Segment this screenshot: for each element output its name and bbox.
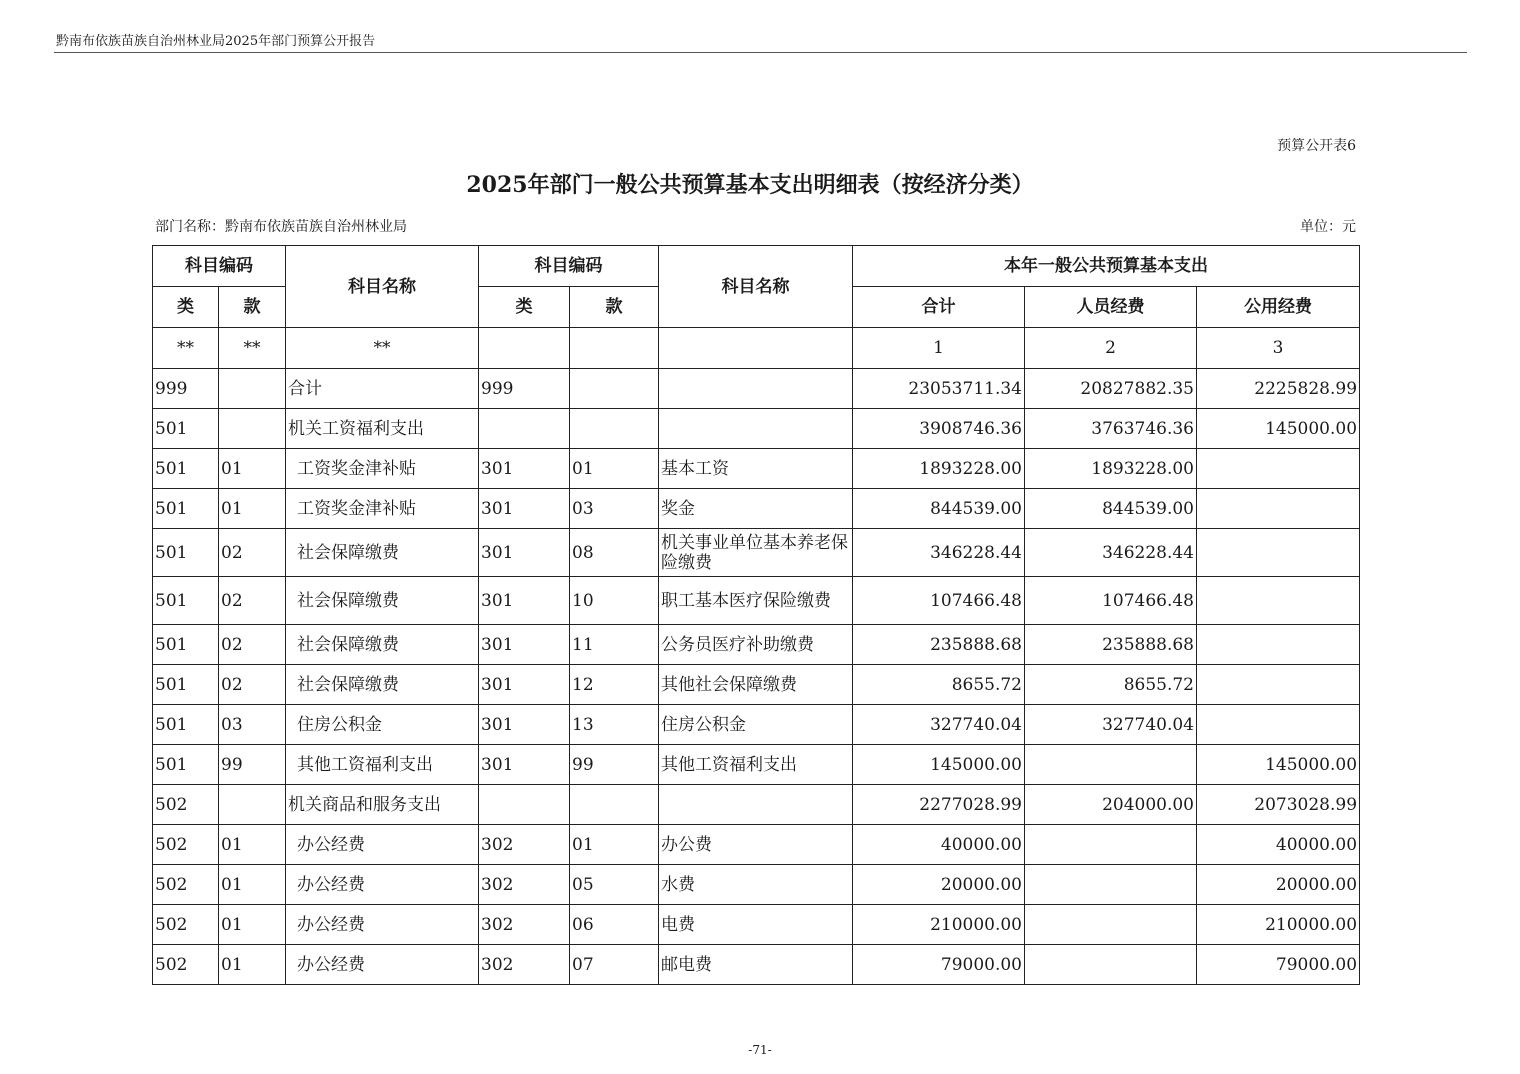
cell-public — [1197, 449, 1360, 489]
cell-lei-1: 501 — [153, 705, 219, 745]
cell-kuan-1: 99 — [219, 745, 286, 785]
index-cell: ** — [219, 328, 286, 369]
cell-lei-1: 502 — [153, 785, 219, 825]
cell-subject-name-1: 工资奖金津补贴 — [286, 489, 479, 529]
cell-kuan-2: 12 — [570, 665, 659, 705]
cell-lei-1: 501 — [153, 625, 219, 665]
cell-total: 235888.68 — [853, 625, 1025, 665]
index-cell: ** — [286, 328, 479, 369]
table-row — [153, 529, 1360, 577]
index-cell — [570, 328, 659, 369]
cell-total: 210000.00 — [853, 905, 1025, 945]
cell-lei-2 — [479, 409, 570, 449]
cell-total: 844539.00 — [853, 489, 1025, 529]
table-number: 预算公开表6 — [1277, 138, 1356, 154]
header-lei-2: 类 — [479, 287, 570, 328]
cell-lei-1: 501 — [153, 409, 219, 449]
cell-kuan-2: 07 — [570, 945, 659, 985]
cell-kuan-1: 01 — [219, 905, 286, 945]
header-kuan-2: 款 — [570, 287, 659, 328]
cell-personnel — [1025, 945, 1197, 985]
page-title: 2025年部门一般公共预算基本支出明细表（按经济分类） — [466, 172, 1034, 198]
cell-total: 1893228.00 — [853, 449, 1025, 489]
header-row-1 — [153, 246, 1360, 287]
cell-subject-name-1: 社会保障缴费 — [286, 529, 479, 577]
cell-personnel: 844539.00 — [1025, 489, 1197, 529]
cell-kuan-1: 01 — [219, 825, 286, 865]
cell-kuan-2: 99 — [570, 745, 659, 785]
cell-lei-1: 502 — [153, 865, 219, 905]
header-lei-1: 类 — [153, 287, 219, 328]
cell-personnel: 327740.04 — [1025, 705, 1197, 745]
cell-kuan-2 — [570, 409, 659, 449]
cell-total: 145000.00 — [853, 745, 1025, 785]
cell-public: 20000.00 — [1197, 865, 1360, 905]
table-row — [153, 625, 1360, 665]
cell-subject-name-1: 社会保障缴费 — [286, 625, 479, 665]
table-row — [153, 745, 1360, 785]
cell-kuan-1: 02 — [219, 577, 286, 625]
cell-public — [1197, 625, 1360, 665]
cell-public: 2225828.99 — [1197, 369, 1360, 409]
table-row — [153, 785, 1360, 825]
cell-personnel: 1893228.00 — [1025, 449, 1197, 489]
index-cell: ** — [153, 328, 219, 369]
cell-subject-name-2: 职工基本医疗保险缴费 — [659, 577, 853, 625]
cell-lei-2: 302 — [479, 865, 570, 905]
cell-personnel — [1025, 745, 1197, 785]
cell-lei-2: 301 — [479, 665, 570, 705]
cell-lei-1: 501 — [153, 449, 219, 489]
table-row — [153, 865, 1360, 905]
cell-public: 2073028.99 — [1197, 785, 1360, 825]
cell-subject-name-2: 办公费 — [659, 825, 853, 865]
cell-personnel: 235888.68 — [1025, 625, 1197, 665]
cell-personnel — [1025, 865, 1197, 905]
cell-subject-name-1: 办公经费 — [286, 825, 479, 865]
cell-kuan-1: 01 — [219, 489, 286, 529]
cell-personnel: 20827882.35 — [1025, 369, 1197, 409]
running-header: 黔南布依族苗族自治州林业局2025年部门预算公开报告 — [56, 34, 376, 49]
cell-subject-name-2: 公务员医疗补助缴费 — [659, 625, 853, 665]
cell-kuan-1: 02 — [219, 665, 286, 705]
cell-personnel: 107466.48 — [1025, 577, 1197, 625]
cell-subject-name-1: 办公经费 — [286, 865, 479, 905]
cell-kuan-1: 02 — [219, 625, 286, 665]
cell-kuan-2: 10 — [570, 577, 659, 625]
table-row — [153, 369, 1360, 409]
cell-lei-2: 301 — [479, 449, 570, 489]
header-subject-name-2: 科目名称 — [659, 246, 853, 328]
cell-lei-2: 301 — [479, 625, 570, 665]
cell-kuan-2: 11 — [570, 625, 659, 665]
cell-subject-name-2: 住房公积金 — [659, 705, 853, 745]
cell-subject-name-2: 电费 — [659, 905, 853, 945]
cell-lei-1: 501 — [153, 529, 219, 577]
cell-subject-name-1: 住房公积金 — [286, 705, 479, 745]
cell-subject-name-1: 社会保障缴费 — [286, 577, 479, 625]
cell-lei-2: 301 — [479, 529, 570, 577]
cell-kuan-2: 05 — [570, 865, 659, 905]
table-row — [153, 577, 1360, 625]
cell-total: 79000.00 — [853, 945, 1025, 985]
cell-total: 23053711.34 — [853, 369, 1025, 409]
table-row — [153, 409, 1360, 449]
cell-lei-1: 501 — [153, 745, 219, 785]
cell-lei-2: 301 — [479, 577, 570, 625]
cell-personnel: 204000.00 — [1025, 785, 1197, 825]
cell-public — [1197, 489, 1360, 529]
cell-lei-2: 302 — [479, 905, 570, 945]
index-row — [153, 328, 1360, 369]
cell-personnel — [1025, 905, 1197, 945]
budget-table — [152, 245, 1360, 985]
cell-lei-2: 999 — [479, 369, 570, 409]
cell-lei-1: 501 — [153, 489, 219, 529]
table-row — [153, 705, 1360, 745]
header-subject-name-1: 科目名称 — [286, 246, 479, 328]
cell-subject-name-2 — [659, 785, 853, 825]
table-row — [153, 825, 1360, 865]
cell-lei-2: 301 — [479, 745, 570, 785]
cell-lei-1: 999 — [153, 369, 219, 409]
header-public: 公用经费 — [1197, 287, 1360, 328]
cell-kuan-2 — [570, 369, 659, 409]
cell-kuan-2: 06 — [570, 905, 659, 945]
cell-subject-name-2: 邮电费 — [659, 945, 853, 985]
cell-subject-name-1: 其他工资福利支出 — [286, 745, 479, 785]
cell-personnel: 346228.44 — [1025, 529, 1197, 577]
cell-public: 145000.00 — [1197, 409, 1360, 449]
cell-public: 79000.00 — [1197, 945, 1360, 985]
cell-kuan-1: 03 — [219, 705, 286, 745]
cell-kuan-2: 01 — [570, 825, 659, 865]
cell-total: 107466.48 — [853, 577, 1025, 625]
cell-public: 145000.00 — [1197, 745, 1360, 785]
cell-subject-name-1: 社会保障缴费 — [286, 665, 479, 705]
header-basic-expenditure: 本年一般公共预算基本支出 — [853, 246, 1360, 287]
cell-subject-name-2: 奖金 — [659, 489, 853, 529]
cell-total: 40000.00 — [853, 825, 1025, 865]
cell-public: 40000.00 — [1197, 825, 1360, 865]
cell-lei-2: 302 — [479, 825, 570, 865]
cell-personnel: 3763746.36 — [1025, 409, 1197, 449]
page-number: -71- — [748, 1043, 772, 1057]
cell-lei-1: 502 — [153, 945, 219, 985]
cell-public — [1197, 705, 1360, 745]
header-kuan-1: 款 — [219, 287, 286, 328]
header-subject-code-1: 科目编码 — [153, 246, 286, 287]
cell-lei-2 — [479, 785, 570, 825]
cell-subject-name-2 — [659, 369, 853, 409]
cell-subject-name-2: 机关事业单位基本养老保险缴费 — [659, 529, 853, 577]
cell-subject-name-2 — [659, 409, 853, 449]
cell-subject-name-1: 机关工资福利支出 — [286, 409, 479, 449]
cell-total: 327740.04 — [853, 705, 1025, 745]
cell-public — [1197, 529, 1360, 577]
cell-kuan-2: 01 — [570, 449, 659, 489]
index-cell — [659, 328, 853, 369]
index-cell: 3 — [1197, 328, 1360, 369]
table-row — [153, 945, 1360, 985]
table-row — [153, 665, 1360, 705]
cell-lei-2: 301 — [479, 489, 570, 529]
cell-lei-1: 502 — [153, 825, 219, 865]
header-total: 合计 — [853, 287, 1025, 328]
department-name: 部门名称：黔南布依族苗族自治州林业局 — [155, 219, 407, 235]
header-personnel: 人员经费 — [1025, 287, 1197, 328]
cell-lei-2: 301 — [479, 705, 570, 745]
cell-lei-1: 502 — [153, 905, 219, 945]
table-row — [153, 449, 1360, 489]
cell-total: 2277028.99 — [853, 785, 1025, 825]
cell-subject-name-2: 水费 — [659, 865, 853, 905]
cell-personnel — [1025, 825, 1197, 865]
cell-subject-name-1: 合计 — [286, 369, 479, 409]
cell-kuan-2: 03 — [570, 489, 659, 529]
cell-subject-name-2: 其他工资福利支出 — [659, 745, 853, 785]
cell-kuan-1 — [219, 785, 286, 825]
cell-total: 8655.72 — [853, 665, 1025, 705]
cell-public — [1197, 665, 1360, 705]
cell-lei-1: 501 — [153, 577, 219, 625]
index-cell: 1 — [853, 328, 1025, 369]
cell-subject-name-1: 办公经费 — [286, 945, 479, 985]
index-cell: 2 — [1025, 328, 1197, 369]
cell-kuan-1 — [219, 409, 286, 449]
index-cell — [479, 328, 570, 369]
header-rule — [54, 52, 1467, 53]
cell-lei-2: 302 — [479, 945, 570, 985]
cell-kuan-2: 08 — [570, 529, 659, 577]
cell-total: 346228.44 — [853, 529, 1025, 577]
cell-subject-name-2: 其他社会保障缴费 — [659, 665, 853, 705]
cell-total: 3908746.36 — [853, 409, 1025, 449]
cell-subject-name-1: 机关商品和服务支出 — [286, 785, 479, 825]
cell-subject-name-2: 基本工资 — [659, 449, 853, 489]
cell-kuan-2: 13 — [570, 705, 659, 745]
table-body — [153, 328, 1360, 985]
unit-label: 单位：元 — [1300, 219, 1356, 235]
cell-public: 210000.00 — [1197, 905, 1360, 945]
cell-personnel: 8655.72 — [1025, 665, 1197, 705]
header-subject-code-2: 科目编码 — [479, 246, 659, 287]
cell-subject-name-1: 办公经费 — [286, 905, 479, 945]
cell-kuan-1: 01 — [219, 865, 286, 905]
cell-kuan-1 — [219, 369, 286, 409]
cell-lei-1: 501 — [153, 665, 219, 705]
cell-total: 20000.00 — [853, 865, 1025, 905]
cell-kuan-1: 01 — [219, 945, 286, 985]
cell-kuan-1: 01 — [219, 449, 286, 489]
cell-kuan-2 — [570, 785, 659, 825]
cell-public — [1197, 577, 1360, 625]
cell-subject-name-1: 工资奖金津补贴 — [286, 449, 479, 489]
cell-kuan-1: 02 — [219, 529, 286, 577]
table-row — [153, 489, 1360, 529]
table-row — [153, 905, 1360, 945]
